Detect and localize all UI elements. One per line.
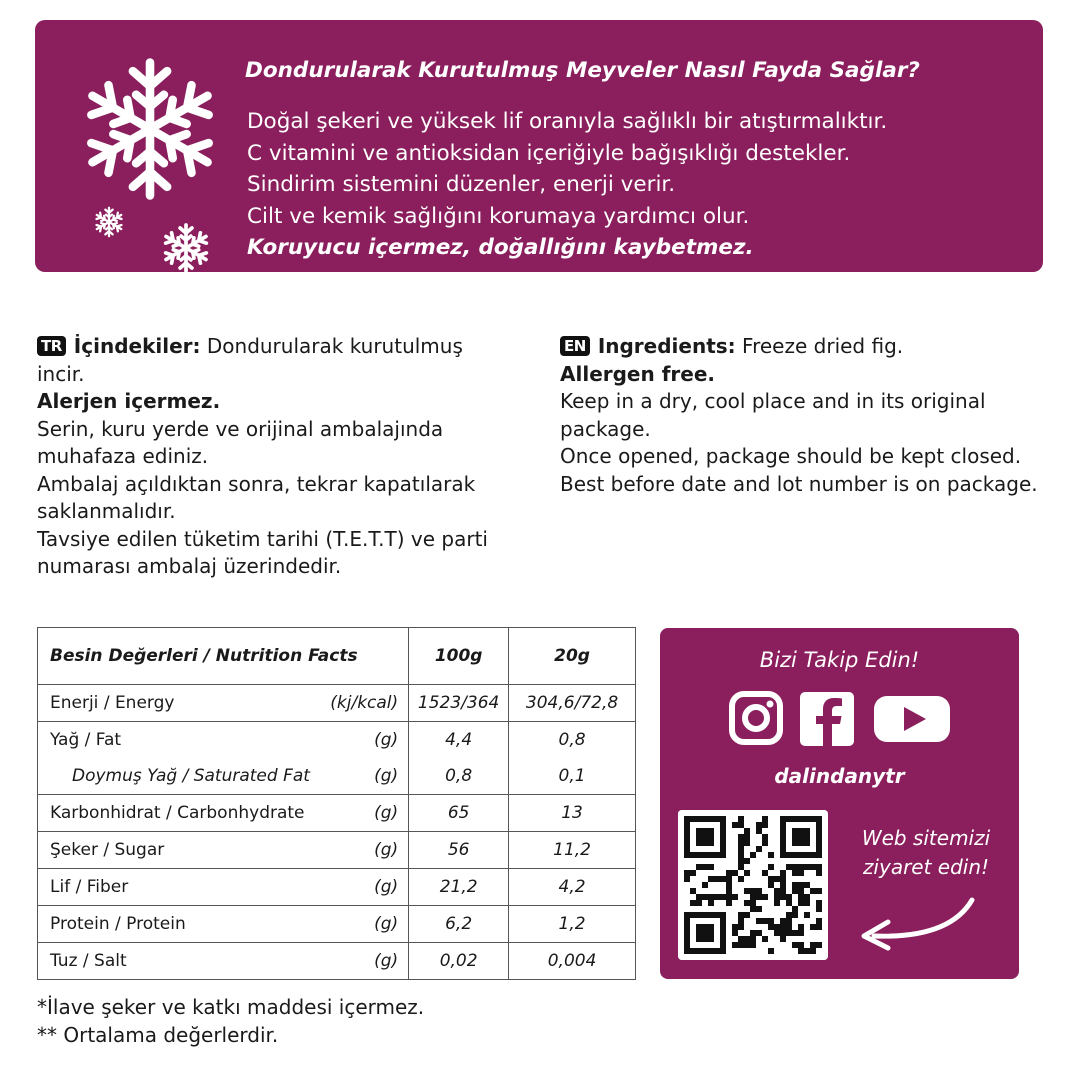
benefit-highlight: Koruyucu içermez, doğallığını kaybetmez. <box>247 235 754 260</box>
benefit-item: Doğal şekeri ve yüksek lif oranıyla sağlıklı bir atıştırmalıktır. <box>247 109 888 134</box>
row-unit: (g) <box>374 951 399 971</box>
table-row <box>38 906 636 943</box>
row-label: Yağ / Fat <box>50 730 122 750</box>
table-row <box>38 832 636 869</box>
value-20g: 304,6/72,8 <box>509 685 636 722</box>
row-unit: (g) <box>374 914 399 934</box>
row-unit: (kj/kcal) <box>330 693 399 713</box>
storage-text: Keep in a dry, cool place and in its original package. <box>560 389 986 441</box>
column-20g: 20g <box>509 628 636 685</box>
value-100g: 0,02 <box>409 943 509 980</box>
value-20g: 0,1 <box>509 758 636 795</box>
benefit-item: C vitamini ve antioksidan içeriğiyle bağışıklığı destekler. <box>247 140 851 166</box>
ingredients-text: Dondurularak kurutulmuş incir. <box>37 334 463 386</box>
expiry-text: Best before date and lot number is on package. <box>560 471 1038 496</box>
instagram-icon[interactable] <box>732 694 780 742</box>
turkish-info <box>37 333 507 581</box>
value-100g: 6,2 <box>409 906 509 943</box>
row-label: Lif / Fiber <box>50 877 129 897</box>
arrow-left-icon <box>848 894 980 954</box>
table-row <box>38 795 636 832</box>
table-row <box>38 758 636 795</box>
visit-website-text[interactable] <box>836 824 1016 882</box>
benefit-item: Cilt ve kemik sağlığını korumaya yardımcı olur. <box>247 203 750 229</box>
follow-title: Bizi Takip Edin! <box>759 648 920 672</box>
table-header: Besin Değerleri / Nutrition Facts <box>38 628 409 685</box>
row-label: Tuz / Salt <box>50 951 127 971</box>
youtube-icon[interactable] <box>874 696 950 742</box>
footnotes <box>37 993 424 1049</box>
banner-title: Dondurularak Kurutulmuş Meyveler Nasıl Fayda Sağlar? <box>245 58 920 83</box>
visit-line: Web sitemizi <box>861 826 991 850</box>
visit-line: ziyaret edin! <box>862 855 990 879</box>
table-row <box>38 685 636 722</box>
table-header-row <box>38 628 636 685</box>
nutrition-table <box>37 627 636 980</box>
qr-code[interactable] <box>678 810 828 960</box>
row-unit: (g) <box>374 803 399 823</box>
row-unit: (g) <box>374 877 399 897</box>
table-row <box>38 943 636 980</box>
value-100g: 4,4 <box>409 722 509 759</box>
value-20g: 0,8 <box>509 722 636 759</box>
social-panel <box>660 628 1019 979</box>
row-unit: (g) <box>374 730 399 750</box>
value-100g: 21,2 <box>409 869 509 906</box>
value-100g: 65 <box>409 795 509 832</box>
table-row <box>38 869 636 906</box>
ingredients-label: İçindekiler: <box>73 334 201 358</box>
benefit-list <box>247 106 887 264</box>
english-info <box>560 333 1040 498</box>
value-100g: 0,8 <box>409 758 509 795</box>
footnote: *İlave şeker ve katkı maddesi içermez. <box>37 995 425 1019</box>
en-badge: EN <box>560 336 590 356</box>
ingredients-text: Freeze dried fig. <box>742 334 904 358</box>
value-100g: 56 <box>409 832 509 869</box>
footnote: ** Ortalama değerlerdir. <box>37 1023 279 1047</box>
allergen-text: Allergen free. <box>560 361 715 386</box>
value-20g: 13 <box>509 795 636 832</box>
row-label: Karbonhidrat / Carbonhydrate <box>50 803 305 823</box>
column-100g: 100g <box>409 628 509 685</box>
opened-text: Ambalaj açıldıktan sonra, tekrar kapatılarak saklanmalıdır. <box>37 471 476 523</box>
snowflake-small-icon <box>160 222 212 274</box>
value-20g: 11,2 <box>509 832 636 869</box>
benefits-banner <box>35 20 1043 272</box>
value-20g: 0,004 <box>509 943 636 980</box>
row-label: Enerji / Energy <box>50 693 175 713</box>
expiry-text: Tavsiye edilen tüketim tarihi (T.E.T.T) ve parti numarası ambalaj üzerindedir. <box>37 526 488 578</box>
row-unit: (g) <box>374 840 399 860</box>
value-20g: 4,2 <box>509 869 636 906</box>
social-icons <box>728 688 958 748</box>
row-label: Protein / Protein <box>50 914 186 934</box>
row-unit: (g) <box>374 766 399 786</box>
row-label: Doymuş Yağ / Saturated Fat <box>72 766 310 786</box>
facebook-icon[interactable] <box>800 692 854 746</box>
row-label: Şeker / Sugar <box>50 840 165 860</box>
benefit-item: Sindirim sistemini düzenler, enerji verir. <box>247 172 676 197</box>
social-handle[interactable]: dalindanytr <box>774 764 905 788</box>
snowflake-small-icon <box>93 206 125 238</box>
value-20g: 1,2 <box>509 906 636 943</box>
storage-text: Serin, kuru yerde ve orijinal ambalajında muhafaza ediniz. <box>37 416 444 468</box>
table-row <box>38 722 636 759</box>
opened-text: Once opened, package should be kept closed. <box>560 444 1022 468</box>
snowflake-icon <box>85 54 215 204</box>
tr-badge: TR <box>37 336 66 356</box>
allergen-text: Alerjen içermez. <box>37 389 221 413</box>
value-100g: 1523/364 <box>409 685 509 722</box>
ingredients-label: Ingredients: <box>597 334 736 358</box>
